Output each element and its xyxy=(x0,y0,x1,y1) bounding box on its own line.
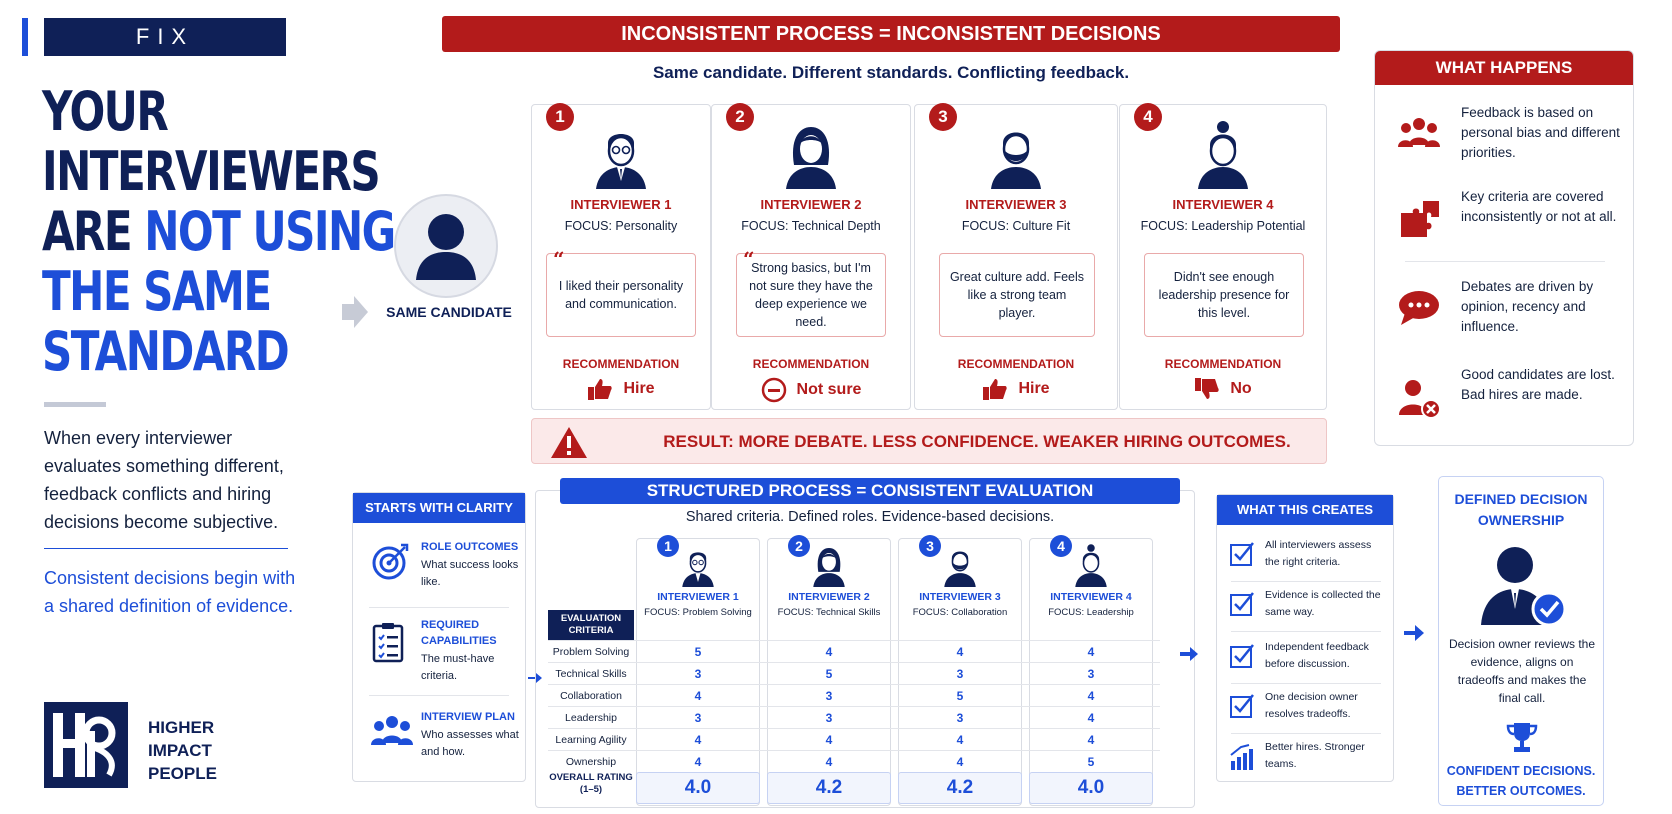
clarity-item xyxy=(353,613,525,687)
trophy-icon xyxy=(1506,721,1538,753)
what-happens-text: Debates are driven by opinion, recency and influence. xyxy=(1461,279,1594,334)
interviewer-card-4 xyxy=(1119,104,1327,410)
clarity-item-title: ROLE OUTCOMES xyxy=(421,541,519,553)
recommendation-label: RECOMMENDATION xyxy=(1164,357,1282,371)
what-happens-item xyxy=(1375,187,1633,267)
interviewer-name: INTERVIEWER 1 xyxy=(570,197,672,212)
interviewer-focus: FOCUS: Leadership Potential xyxy=(1140,219,1306,233)
creates-item xyxy=(1217,637,1393,687)
recommendation-label: RECOMMENDATION xyxy=(752,357,870,371)
divider xyxy=(1231,683,1381,684)
criteria-label: Technical Skills xyxy=(555,668,627,680)
headline-accent: NOT USING xyxy=(144,200,395,263)
logo-word-3: PEOPLE xyxy=(148,764,217,783)
divider xyxy=(369,695,509,696)
creates-text: Better hires. Stronger teams. xyxy=(1265,741,1365,770)
headline xyxy=(42,80,395,383)
criteria-score: 3 xyxy=(825,689,833,703)
criteria-label: Learning Agility xyxy=(555,734,627,746)
person-icon xyxy=(396,196,496,296)
interviewer-number-badge: 4 xyxy=(1050,535,1072,557)
clipboard-checklist-icon xyxy=(371,621,405,663)
hip-logo xyxy=(44,702,128,788)
criteria-score: 3 xyxy=(956,667,964,681)
quote-mark-icon: “ xyxy=(743,247,755,271)
creates-item xyxy=(1217,737,1393,787)
interviewer-quote xyxy=(939,253,1095,337)
criteria-score: 4 xyxy=(825,755,833,769)
criteria-label: Ownership xyxy=(565,756,617,768)
interviewer-name: INTERVIEWER 1 xyxy=(657,591,739,603)
puzzle-icon xyxy=(1397,199,1441,239)
fix-badge: FIX xyxy=(44,18,286,56)
interviewer-focus: FOCUS: Collaboration xyxy=(912,607,1008,618)
creates-item xyxy=(1217,585,1393,635)
interviewer-focus: FOCUS: Technical Depth xyxy=(741,219,881,233)
clarity-item-title: REQUIRED CAPABILITIES xyxy=(421,619,497,647)
recommendation-value: No xyxy=(1230,380,1252,397)
woman-bun-avatar-icon xyxy=(1188,119,1258,189)
criteria-score: 5 xyxy=(1087,755,1095,769)
criteria-row xyxy=(548,728,1160,750)
criteria-score: 4 xyxy=(1087,645,1095,659)
divider xyxy=(1231,733,1381,734)
criteria-label: Problem Solving xyxy=(552,646,630,658)
recommendation xyxy=(915,377,1117,401)
recommendation-value: Not sure xyxy=(796,381,862,398)
clarity-item-desc: Who assesses what and how. xyxy=(421,729,519,758)
interviewer-name: INTERVIEWER 3 xyxy=(919,591,1001,603)
overall-rating-1: 4.0 xyxy=(636,772,760,804)
divider xyxy=(1405,261,1605,262)
interviewer-focus: FOCUS: Technical Skills xyxy=(777,607,881,618)
what-happens-item xyxy=(1375,365,1633,445)
speech-bubble-icon xyxy=(1397,289,1441,327)
creates-text: Evidence is collected the same way. xyxy=(1265,589,1381,618)
thumbs-up-icon xyxy=(982,377,1008,401)
overall-rating-2: 4.2 xyxy=(767,772,891,804)
interviewer-number-badge: 4 xyxy=(1134,103,1162,131)
criteria-header: EVALUATION CRITERIA xyxy=(548,610,634,640)
starts-with-clarity-title: STARTS WITH CLARITY xyxy=(353,493,525,523)
minus-circle-icon xyxy=(761,377,787,403)
interviewer-quote xyxy=(736,247,886,337)
creates-text: One decision owner resolves tradeoffs. xyxy=(1265,691,1358,720)
clarity-item-title: INTERVIEW PLAN xyxy=(421,711,515,723)
divider xyxy=(1231,631,1381,632)
creates-item xyxy=(1217,687,1393,737)
checkbox-icon xyxy=(1229,643,1255,669)
divider xyxy=(369,607,509,608)
headline-line-1: YOUR xyxy=(42,80,168,143)
warning-icon xyxy=(550,425,588,459)
criteria-row xyxy=(548,684,1160,706)
what-happens-panel xyxy=(1374,50,1634,446)
criteria-score: 4 xyxy=(825,733,833,747)
what-happens-text: Feedback is based on personal bias and different priorities. xyxy=(1461,105,1620,160)
thumbs-down-icon xyxy=(1194,377,1220,401)
decision-ownership-desc: Decision owner reviews the evidence, aligns on tradeoffs and makes the final call. xyxy=(1448,637,1596,705)
arrow-right-icon xyxy=(1404,624,1424,642)
interviewer-card-3 xyxy=(914,104,1118,410)
quote-text: I liked their personality and communication. xyxy=(558,279,684,311)
quote-mark-icon: “ xyxy=(553,247,565,271)
quote-text: Didn't see enough leadership presence for this level. xyxy=(1158,270,1290,320)
logo-word-2: IMPACT xyxy=(148,741,212,760)
criteria-score: 3 xyxy=(956,711,964,725)
man-beard-avatar-icon xyxy=(981,119,1051,189)
hip-logo-text xyxy=(148,716,217,785)
interviewer-focus: FOCUS: Problem Solving xyxy=(644,607,752,618)
decision-owner-icon xyxy=(1477,545,1567,627)
result-bar xyxy=(531,418,1327,464)
criteria-row xyxy=(548,750,1160,772)
arrow-right-icon xyxy=(340,294,370,330)
criteria-score: 3 xyxy=(825,711,833,725)
what-this-creates-title: WHAT THIS CREATES xyxy=(1217,495,1393,525)
bar-chart-up-icon xyxy=(1229,743,1255,771)
headline-line-2: INTERVIEWERS xyxy=(42,140,380,203)
result-text: RESULT: MORE DEBATE. LESS CONFIDENCE. WEAKER HIRING OUTCOMES. xyxy=(663,432,1291,451)
intro-text: When every interviewer evaluates something different, feedback conflicts and hiring decisions become subjective. xyxy=(44,428,284,532)
what-happens-item xyxy=(1375,277,1633,357)
logo-word-1: HIGHER xyxy=(148,718,215,737)
criteria-score: 4 xyxy=(1087,711,1095,725)
quote-text: Great culture add. Feels like a strong team player. xyxy=(949,270,1085,320)
criteria-score: 3 xyxy=(694,667,702,681)
interviewer-number-badge: 2 xyxy=(788,535,810,557)
criteria-row xyxy=(548,640,1160,662)
interviewer-number-badge: 3 xyxy=(929,103,957,131)
criteria-score: 5 xyxy=(694,645,702,659)
criteria-score: 4 xyxy=(956,755,964,769)
recommendation-label: RECOMMENDATION xyxy=(957,357,1075,371)
clarity-item-desc: What success looks like. xyxy=(421,559,519,588)
criteria-score: 3 xyxy=(694,711,702,725)
interviewer-number-badge: 1 xyxy=(546,103,574,131)
interviewer-number-badge: 2 xyxy=(726,103,754,131)
decision-ownership-outcome: CONFIDENT DECISIONS. BETTER OUTCOMES. xyxy=(1446,764,1596,798)
interviewer-focus: FOCUS: Leadership xyxy=(1048,607,1134,618)
group-icon xyxy=(1397,115,1441,151)
starts-with-clarity-panel xyxy=(352,492,526,782)
interviewer-name: INTERVIEWER 2 xyxy=(788,591,870,603)
tagline-divider xyxy=(44,548,288,549)
interviewer-name: INTERVIEWER 3 xyxy=(965,197,1067,212)
woman-bun-avatar-icon xyxy=(1069,543,1113,587)
creates-text: Independent feedback before discussion. xyxy=(1265,641,1369,670)
interviewer-card-1 xyxy=(531,104,711,410)
recommendation-value: Hire xyxy=(1018,380,1050,397)
criteria-score: 4 xyxy=(1087,689,1095,703)
interviewer-quote xyxy=(1144,253,1304,337)
criteria-score: 4 xyxy=(1087,733,1095,747)
man-glasses-avatar-icon xyxy=(676,543,720,587)
interviewer-name: INTERVIEWER 4 xyxy=(1172,197,1274,212)
team-icon xyxy=(371,713,413,747)
decision-ownership-title: DEFINED DECISION OWNERSHIP xyxy=(1454,491,1588,528)
criteria-score: 4 xyxy=(694,689,702,703)
criteria-label: Leadership xyxy=(565,712,617,724)
what-happens-text: Good candidates are lost. Bad hires are made. xyxy=(1461,367,1615,402)
criteria-score: 4 xyxy=(694,733,702,747)
interviewer-focus: FOCUS: Culture Fit xyxy=(961,219,1071,233)
headline-line-3: ARE xyxy=(42,200,132,263)
criteria-score: 4 xyxy=(956,733,964,747)
interviewer-focus: FOCUS: Personality xyxy=(564,219,678,233)
recommendation xyxy=(1120,377,1326,401)
hip-logo-mark-icon xyxy=(47,705,125,785)
interviewer-quote xyxy=(546,247,696,337)
headline-line-5: STANDARD xyxy=(42,320,289,383)
what-happens-text: Key criteria are covered inconsistently or not at all. xyxy=(1461,189,1617,224)
interviewer-name: INTERVIEWER 4 xyxy=(1050,591,1132,603)
structured-process-banner: STRUCTURED PROCESS = CONSISTENT EVALUATION xyxy=(560,478,1180,504)
target-icon xyxy=(371,543,409,581)
checkbox-icon xyxy=(1229,693,1255,719)
inconsistent-process-banner: INCONSISTENT PROCESS = INCONSISTENT DECISIONS xyxy=(442,16,1340,52)
clarity-item xyxy=(353,535,525,609)
criteria-score: 4 xyxy=(825,645,833,659)
criteria-score: 4 xyxy=(694,755,702,769)
recommendation xyxy=(712,377,910,403)
overall-rating-4: 4.0 xyxy=(1029,772,1153,804)
divider xyxy=(1231,581,1381,582)
criteria-score: 5 xyxy=(956,689,964,703)
structured-process-subtitle: Shared criteria. Defined roles. Evidence-based decisions. xyxy=(685,509,1055,525)
criteria-row xyxy=(548,662,1160,684)
woman-long-hair-avatar-icon xyxy=(807,543,851,587)
interviewer-name: INTERVIEWER 2 xyxy=(760,197,862,212)
checkbox-icon xyxy=(1229,541,1255,567)
what-this-creates-panel xyxy=(1216,494,1394,782)
inconsistent-process-subtitle: Same candidate. Different standards. Conflicting feedback. xyxy=(652,63,1130,82)
interviewer-number-badge: 1 xyxy=(657,535,679,557)
arrow-right-icon xyxy=(1180,646,1198,662)
criteria-score: 3 xyxy=(1087,667,1095,681)
what-happens-title: WHAT HAPPENS xyxy=(1375,51,1633,85)
candidate-avatar xyxy=(394,194,498,298)
clarity-item-desc: The must-have criteria. xyxy=(421,653,495,682)
quote-text: Strong basics, but I'm not sure they have the deep experience we need. xyxy=(749,261,873,329)
woman-long-hair-avatar-icon xyxy=(776,119,846,189)
what-happens-item xyxy=(1375,103,1633,183)
man-glasses-avatar-icon xyxy=(586,119,656,189)
overall-rating-label: OVERALL RATING (1–5) xyxy=(549,772,633,795)
criteria-score: 4 xyxy=(956,645,964,659)
man-beard-avatar-icon xyxy=(938,543,982,587)
fix-accent-bar xyxy=(22,18,28,56)
decision-ownership-panel xyxy=(1438,476,1604,806)
interviewer-number-badge: 3 xyxy=(919,535,941,557)
recommendation-label: RECOMMENDATION xyxy=(562,357,680,371)
creates-item xyxy=(1217,535,1393,585)
criteria-label: Collaboration xyxy=(560,690,622,702)
creates-text: All interviewers assess the right criteria. xyxy=(1265,539,1372,568)
user-x-icon xyxy=(1397,377,1441,419)
headline-divider xyxy=(44,402,106,407)
overall-rating-3: 4.2 xyxy=(898,772,1022,804)
candidate-label: SAME CANDIDATE xyxy=(386,304,512,320)
recommendation xyxy=(532,377,710,401)
interviewer-card-2 xyxy=(711,104,911,410)
recommendation-value: Hire xyxy=(623,380,655,397)
tagline-text: Consistent decisions begin with a shared definition of evidence. xyxy=(44,568,296,616)
criteria-score: 5 xyxy=(825,667,833,681)
clarity-item xyxy=(353,705,525,779)
checkbox-icon xyxy=(1229,591,1255,617)
headline-line-4: THE SAME xyxy=(42,260,271,323)
criteria-row xyxy=(548,706,1160,728)
thumbs-up-icon xyxy=(587,377,613,401)
